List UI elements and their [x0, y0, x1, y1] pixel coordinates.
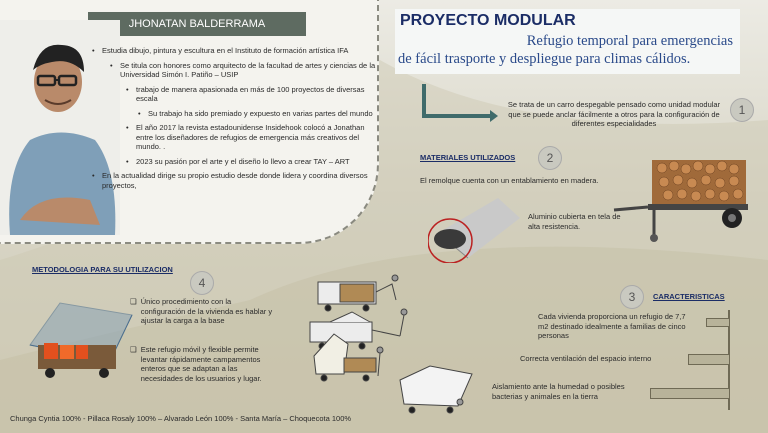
characteristic-item: Aislamiento ante la humedad o posibles bacterias y animales en la tierra [492, 382, 625, 401]
bio-name: JHONATAN BALDERRAMA [128, 18, 266, 30]
section4-number: 4 [190, 271, 214, 295]
characteristic-item: Correcta ventilación del espacio interno [520, 354, 652, 363]
bio-list [92, 46, 382, 195]
section1-text: Se trata de un carro despegable pensado como unidad modular que se puede anclar fácilmente a otros para la configuración de diferentes especialidades [507, 100, 721, 128]
subtitle-line-2: de fácil trasporte y despliegue para climas cálidos. [398, 51, 691, 67]
section3-number: 3 [620, 285, 644, 309]
materials-aluminium-text: Aluminio cubierta en tela de alta resistencia. [528, 212, 621, 231]
section2-number: 2 [538, 146, 562, 170]
section1-number: 1 [730, 98, 754, 122]
characteristic-bar [688, 354, 730, 365]
bio-item: • trabajo de manera apasionada en más de 100 proyectos de diversas escala [126, 85, 382, 104]
characteristics-heading: CARACTERISTICAS [653, 292, 725, 301]
footer-credits: Chunga Cyntia 100% - Pillaca Rosaly 100% – Alvarado León 100% - Santa María – Choquecota 100% [10, 414, 352, 423]
methodology-item: ❑ Este refugio móvil y flexible permite levantar rápidamente campamentos enteros que se adaptan a las necesidades de los usuarios y lugar. [130, 345, 262, 383]
deployment-steps-image [300, 270, 490, 420]
shelter-illustration [20, 293, 138, 383]
page-subtitle [398, 32, 733, 68]
characteristic-bar [706, 318, 730, 327]
characteristic-item: Cada vivienda proporciona un refugio de 7,7 m2 destinado idealmente a familias de cinco personas [538, 312, 686, 340]
characteristic-bar [650, 388, 730, 399]
bio-item: • En la actualidad dirige su propio estudio desde donde lidera y coordina diversos proyectos, [92, 171, 382, 190]
bio-item: • 2023 su pasión por el arte y el diseño lo llevo a crear TAY – ART [126, 157, 382, 167]
checkbox-bullet-icon: ❑ [130, 297, 137, 306]
arrow-connector [420, 82, 500, 122]
checkbox-bullet-icon: ❑ [130, 345, 137, 354]
subtitle-line-1: Refugio temporal para emergencias [526, 33, 733, 49]
bio-item: • El año 2017 la revista estadounidense Insidehook colocó a Jonathan entre los diseñadores de refugios de emergencia más creativos del mundo. . [126, 123, 382, 152]
methodology-item: ❑ Único procedimiento con la configuración de la vivienda es hablar y ajustar la carga a la base [130, 297, 273, 325]
wood-trailer-image [612, 152, 752, 244]
bio-name-banner [88, 12, 306, 36]
methodology-heading: METODOLOGIA PARA SU UTILIZACION [32, 265, 173, 274]
fabric-roll-image [428, 193, 523, 263]
materials-heading: MATERIALES UTILIZADOS [420, 153, 516, 162]
bio-item: • Estudia dibujo, pintura y escultura en el Instituto de formación artística IFA [92, 46, 382, 56]
bio-item: • Su trabajo ha sido premiado y expuesto en varias partes del mundo [138, 109, 382, 119]
materials-trailer-text: El remolque cuenta con un entablamiento en madera. [420, 176, 599, 185]
bio-item: • Se titula con honores como arquitecto de la facultad de artes y ciencias de la Universidad Simón I. Patiño – USIP [110, 61, 382, 80]
page-title: PROYECTO MODULAR [400, 12, 576, 29]
